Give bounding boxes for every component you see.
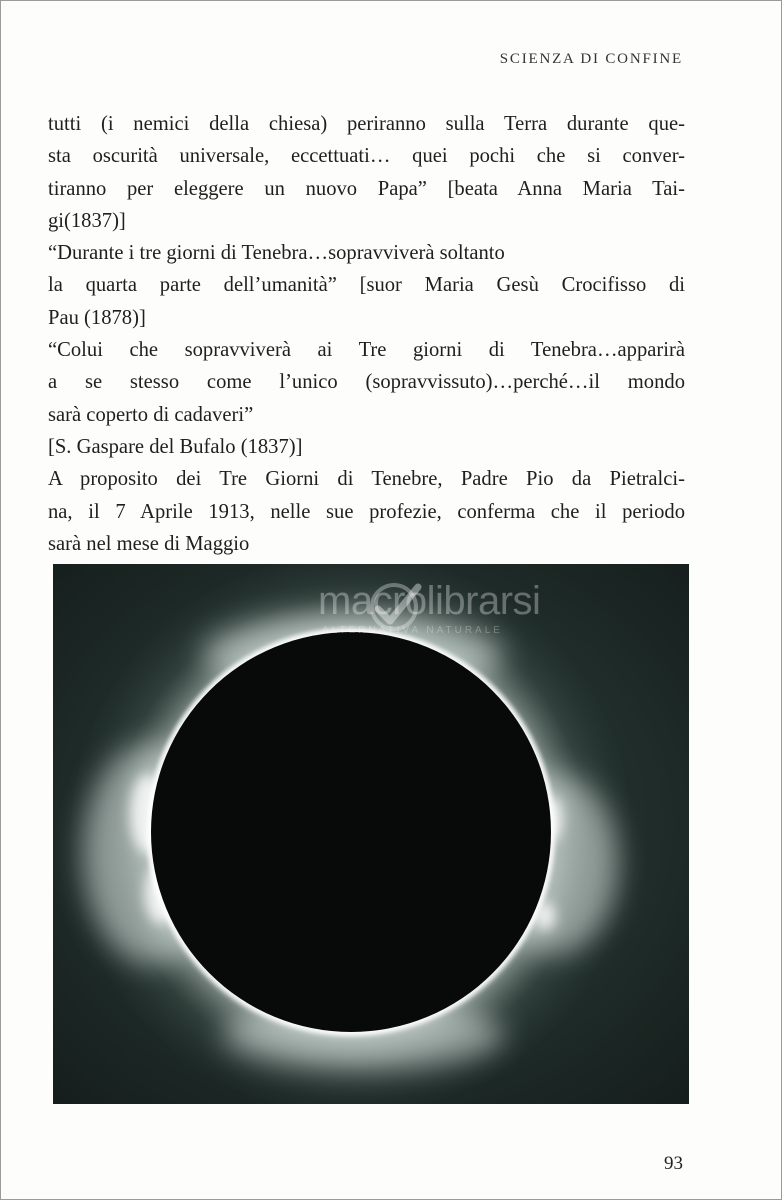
- text-line: na, il 7 Aprile 1913, nelle sue profezie, conferma che il periodo: [48, 500, 685, 523]
- eclipse-photo: [53, 564, 689, 1104]
- moon-disk: [151, 632, 551, 1032]
- text-line: a se stesso come l’unico (sopravvissuto)…perché…il mondo: [48, 371, 685, 394]
- text-line: sta oscurità universale, eccettuati… quei pochi che si conver-: [48, 145, 685, 168]
- text-line: Pau (1878)]: [48, 306, 146, 329]
- text-line: “Colui che sopravviverà ai Tre giorni di Tenebra…apparirà: [48, 339, 685, 362]
- watermark-name: macrolibrarsi: [318, 579, 541, 623]
- watermark-tagline: ALTERNATIVA NATURALE: [322, 625, 503, 636]
- text-line: tiranno per eleggere un nuovo Papa” [beata Anna Maria Tai-: [48, 177, 685, 200]
- text-line: la quarta parte dell’umanità” [suor Maria Gesù Crocifisso di: [48, 274, 685, 297]
- text-line: A proposito dei Tre Giorni di Tenebre, Padre Pio da Pietralci-: [48, 468, 685, 491]
- solar-eclipse-image: [53, 564, 689, 1104]
- text-line: “Durante i tre giorni di Tenebra…sopravviverà soltanto: [48, 242, 505, 265]
- text-line: gi(1837)]: [48, 209, 126, 232]
- text-line: [S. Gaspare del Bufalo (1837)]: [48, 435, 303, 458]
- text-line: sarà coperto di cadaveri”: [48, 403, 254, 426]
- running-head: SCIENZA DI CONFINE: [499, 51, 683, 67]
- body-text: [48, 108, 685, 560]
- watermark: [248, 577, 548, 637]
- text-line: tutti (i nemici della chiesa) periranno sulla Terra durante que-: [48, 113, 685, 135]
- text-line: sarà nel mese di Maggio: [48, 532, 250, 555]
- page-number: 93: [664, 1153, 683, 1174]
